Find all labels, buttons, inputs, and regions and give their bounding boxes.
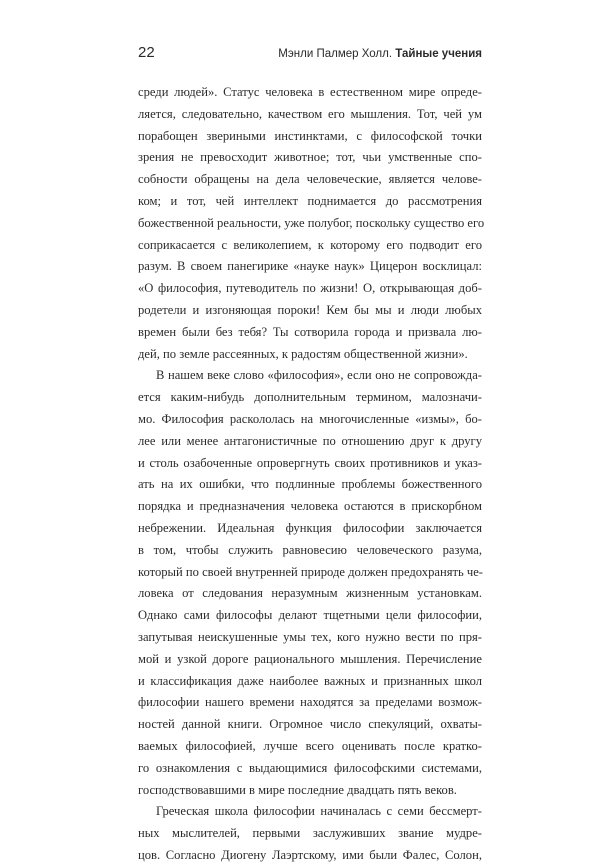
text-line: В нашем веке слово «философия», если оно не сопровожда- <box>156 368 482 383</box>
text-line: цов. Согласно Диогену Лаэртскому, ими были Фалес, Солон, <box>138 847 482 862</box>
text-line: господствовавшими в мире последние двадцать пять веков. <box>138 782 457 797</box>
text-line: ностей данной книги. Огромное число спекуляций, охваты- <box>138 717 482 732</box>
text-line: среди людей». Статус человека в естественном мире опреде- <box>138 85 482 99</box>
text-line: ловека от следования неразумным жизненным установкам. <box>138 586 482 601</box>
header-author: Мэнли Палмер Холл. <box>278 48 393 60</box>
text-line: небрежении. Идеальная функция философии заключается <box>138 520 482 535</box>
text-line: ваемых философией, лучше всего оценивать после кратко- <box>138 738 482 753</box>
text-line: ком; и тот, чей интеллект поднимается до рассмотрения <box>138 193 482 208</box>
text-line: порядка и предназначения человека остаются в прискорбном <box>138 499 482 514</box>
text-line: ных мыслителей, первыми заслуживших звание мудре- <box>138 826 482 841</box>
text-line: божественной реальности, уже полубог, поскольку существо его <box>138 215 485 230</box>
header-book-info <box>278 48 482 60</box>
text-line: времен были без тебя? Ты сотворила города и призвала лю- <box>138 324 482 339</box>
text-line: философии нашего времени находятся за пределами возмож- <box>138 695 482 710</box>
text-line: го ознакомления с выдающимися философскими системами, <box>138 760 482 775</box>
text-line: соприкасается с великолепием, к которому его подводит его <box>138 237 482 252</box>
text-line: ется каким-нибудь дополнительным термином, малозначи- <box>138 390 482 405</box>
text-line: родетели и изгоняющая пороки! Кем бы мы и люди любых <box>138 302 482 317</box>
text-line: дей, по земле рассеянных, к радостям общественной жизни». <box>138 346 468 361</box>
text-line: и столь озабоченные опровергнуть своих противников и указ- <box>138 455 482 470</box>
running-header <box>138 44 482 66</box>
text-line: ляется, следовательно, качеством его мышления. Тот, чей ум <box>138 106 482 121</box>
text-line: зрения не превосходит животное; тот, чьи умственные спо- <box>138 150 482 165</box>
text-line: который по своей внутренней природе должен предохранять че- <box>138 564 484 579</box>
body-text <box>138 82 485 867</box>
paragraph <box>138 82 485 365</box>
text-line: Однако сами философы делают тщетными цели философии, <box>138 608 482 623</box>
text-line: лее или менее антагонистичные по отношению друг к другу <box>138 433 482 448</box>
header-title: Тайные учения <box>395 48 482 60</box>
text-line: мой и узкой дороге рационального мышления. Перечисление <box>138 651 482 666</box>
page-number: 22 <box>138 44 155 61</box>
text-line: разум. В своем панегирике «науке наук» Цицерон восклицал: <box>138 259 482 274</box>
text-line: Греческая школа философии начиналась с семи бессмерт- <box>156 804 482 819</box>
text-line: в том, чтобы служить равновесию человеческого разума, <box>138 542 482 557</box>
text-line: порабощен звериными инстинктами, с философской точки <box>138 128 482 143</box>
paragraph <box>138 801 482 866</box>
text-line: мо. Философия раскололась на многочисленные «измы», бо- <box>138 411 482 426</box>
text-line: и классификация даже наиболее важных и признанных школ <box>138 673 482 688</box>
text-line: «О философия, путеводитель по жизни! О, открывающая доб- <box>138 281 482 296</box>
text-line: ать на их ошибки, что подлинные проблемы божественного <box>138 477 482 492</box>
text-line: собности обращены на дела человеческие, является челове- <box>138 172 482 187</box>
text-line: запутывая неискушенные умы тех, кого нужно вести по пря- <box>138 629 482 644</box>
paragraph <box>138 365 482 801</box>
